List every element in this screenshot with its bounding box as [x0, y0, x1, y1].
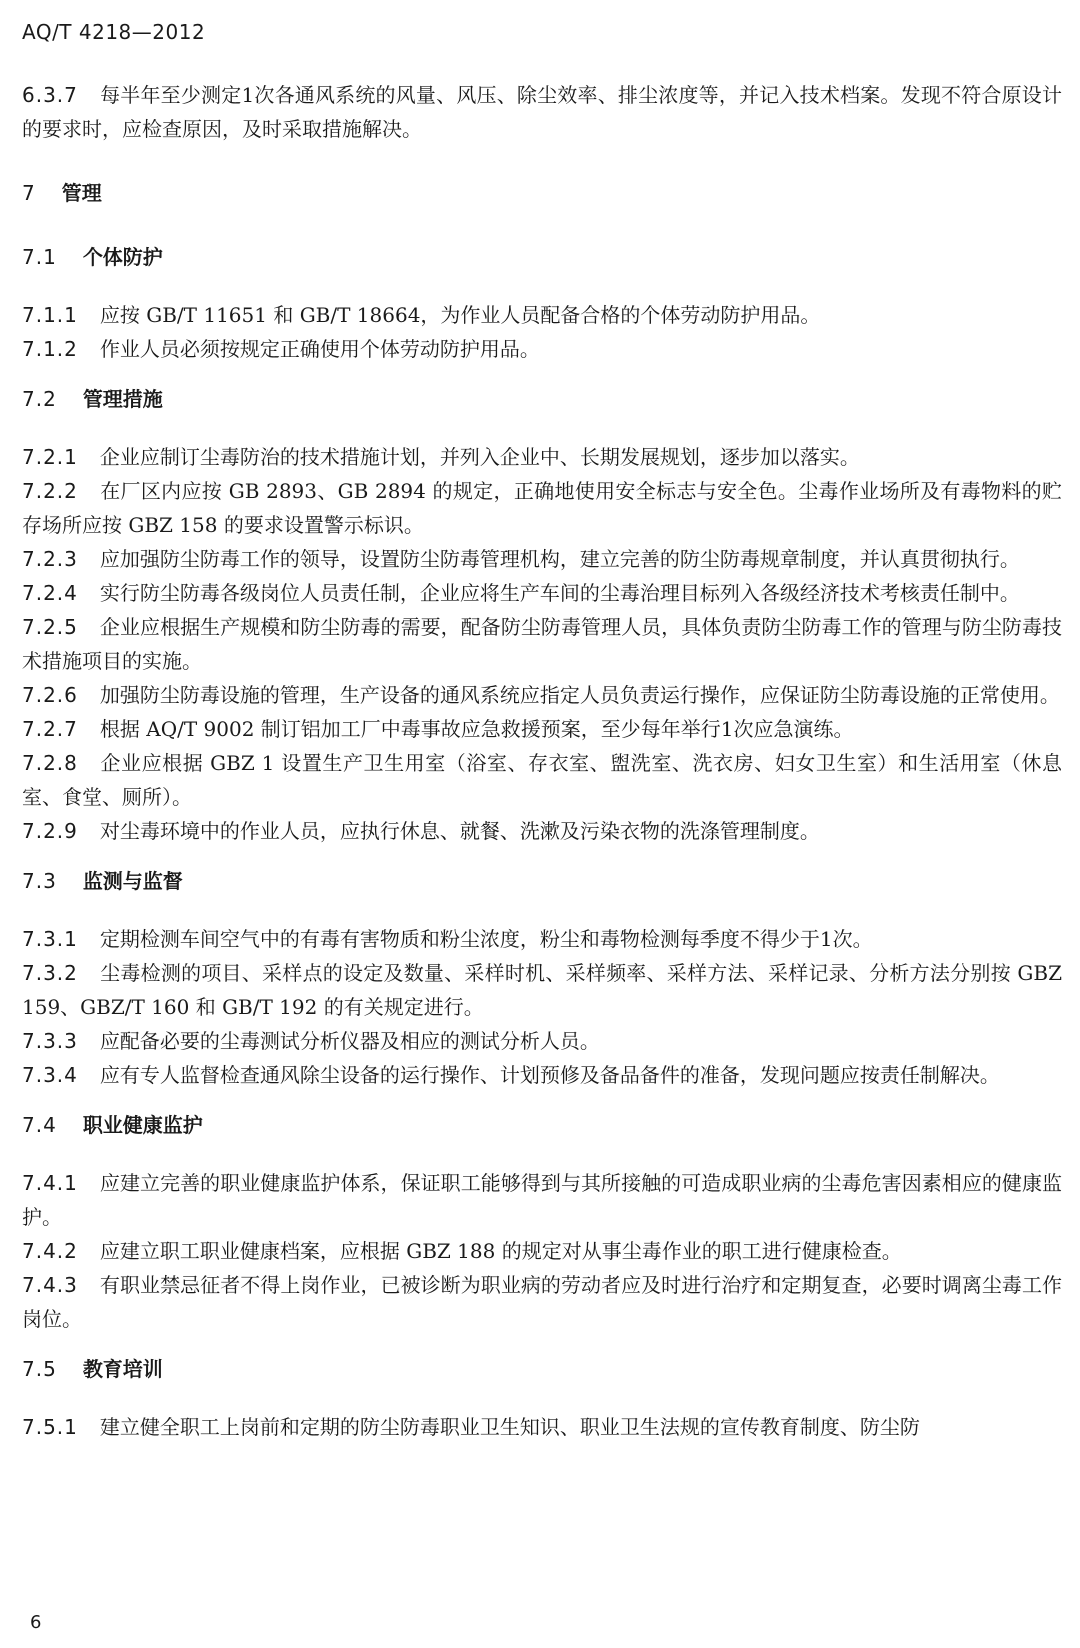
clause-number: 7.4.3: [22, 1273, 78, 1297]
clause-7-3-4: [22, 1058, 1062, 1092]
clause-number: 6.3.7: [22, 83, 78, 107]
clause-7-2-7: [22, 712, 1062, 746]
clause-number: 7.2.3: [22, 547, 78, 571]
clause-text: 应按 GB/T 11651 和 GB/T 18664，为作业人员配备合格的个体劳动防护用品。: [99, 303, 821, 327]
clause-7-2-3: [22, 542, 1062, 576]
clause-text: 每半年至少测定1次各通风系统的风量、风压、除尘效率、排尘浓度等，并记入技术档案。发现不符合原设计的要求时，应检查原因，及时采取措施解决。: [22, 83, 1062, 141]
clause-text: 加强防尘防毒设施的管理，生产设备的通风系统应指定人员负责运行操作，应保证防尘防毒设施的正常使用。: [99, 683, 1060, 707]
clause-number: 7.2.5: [22, 615, 78, 639]
clause-6-3-7: [22, 78, 1062, 146]
clause-text: 应建立完善的职业健康监护体系，保证职工能够得到与其所接触的可造成职业病的尘毒危害因素相应的健康监护。: [22, 1171, 1062, 1229]
clause-7-4-1: [22, 1166, 1062, 1234]
clause-7-1-1: [22, 298, 1062, 332]
heading-7-3: [22, 864, 1062, 898]
heading-number: 7: [22, 181, 36, 205]
clause-text: 应建立职工职业健康档案，应根据 GBZ 188 的规定对从事尘毒作业的职工进行健康检查。: [99, 1239, 902, 1263]
heading-number: 7.5: [22, 1357, 57, 1381]
clause-number: 7.3.2: [22, 961, 78, 985]
clause-7-4-2: [22, 1234, 1062, 1268]
clause-number: 7.2.8: [22, 751, 78, 775]
clause-7-1-2: [22, 332, 1062, 366]
clause-7-2-2: [22, 474, 1062, 542]
document-body: [22, 78, 1062, 1444]
clause-number: 7.4.1: [22, 1171, 78, 1195]
heading-title: 教育培训: [82, 1357, 163, 1381]
clause-text: 对尘毒环境中的作业人员，应执行休息、就餐、洗漱及污染衣物的洗涤管理制度。: [99, 819, 820, 843]
standard-code-header: AQ/T 4218—2012: [22, 20, 206, 44]
clause-number: 7.3.3: [22, 1029, 78, 1053]
clause-number: 7.2.7: [22, 717, 78, 741]
clause-7-5-1: [22, 1410, 1062, 1444]
clause-7-2-1: [22, 440, 1062, 474]
heading-title: 个体防护: [82, 245, 163, 269]
clause-7-2-4: [22, 576, 1062, 610]
clause-text: 有职业禁忌征者不得上岗作业，已被诊断为职业病的劳动者应及时进行治疗和定期复查，必要时调离尘毒工作岗位。: [22, 1273, 1062, 1331]
clause-text: 企业应制订尘毒防治的技术措施计划，并列入企业中、长期发展规划，逐步加以落实。: [99, 445, 860, 469]
clause-7-2-6: [22, 678, 1062, 712]
clause-text: 应有专人监督检查通风除尘设备的运行操作、计划预修及备品备件的准备，发现问题应按责任制解决。: [99, 1063, 1000, 1087]
clause-text: 定期检测车间空气中的有毒有害物质和粉尘浓度，粉尘和毒物检测每季度不得少于1次。: [99, 927, 873, 951]
clause-7-2-5: [22, 610, 1062, 678]
clause-7-3-2: [22, 956, 1062, 1024]
heading-title: 管理: [61, 181, 102, 205]
heading-title: 职业健康监护: [82, 1113, 203, 1137]
clause-number: 7.2.1: [22, 445, 78, 469]
clause-text: 应配备必要的尘毒测试分析仪器及相应的测试分析人员。: [99, 1029, 600, 1053]
clause-7-2-8: [22, 746, 1062, 814]
clause-number: 7.2.4: [22, 581, 78, 605]
clause-text: 企业应根据生产规模和防尘防毒的需要，配备防尘防毒管理人员，具体负责防尘防毒工作的管理与防尘防毒技术措施项目的实施。: [22, 615, 1062, 673]
clause-text: 建立健全职工上岗前和定期的防尘防毒职业卫生知识、职业卫生法规的宣传教育制度、防尘防: [99, 1415, 920, 1439]
heading-number: 7.1: [22, 245, 57, 269]
heading-7-4: [22, 1108, 1062, 1142]
page-number: 6: [30, 1612, 42, 1633]
heading-number: 7.2: [22, 387, 57, 411]
heading-title: 管理措施: [82, 387, 163, 411]
clause-text: 实行防尘防毒各级岗位人员责任制，企业应将生产车间的尘毒治理目标列入各级经济技术考核责任制中。: [99, 581, 1020, 605]
clause-number: 7.2.9: [22, 819, 78, 843]
clause-number: 7.2.2: [22, 479, 78, 503]
clause-7-3-1: [22, 922, 1062, 956]
heading-title: 监测与监督: [82, 869, 183, 893]
clause-number: 7.1.1: [22, 303, 78, 327]
heading-number: 7.3: [22, 869, 57, 893]
clause-text: 作业人员必须按规定正确使用个体劳动防护用品。: [99, 337, 540, 361]
heading-7-5: [22, 1352, 1062, 1386]
clause-number: 7.1.2: [22, 337, 78, 361]
clause-7-3-3: [22, 1024, 1062, 1058]
heading-number: 7.4: [22, 1113, 57, 1137]
clause-text: 根据 AQ/T 9002 制订铝加工厂中毒事故应急救援预案，至少每年举行1次应急演练。: [99, 717, 854, 741]
heading-7: [22, 176, 1062, 210]
clause-text: 在厂区内应按 GB 2893、GB 2894 的规定，正确地使用安全标志与安全色。尘毒作业场所及有毒物料的贮存场所应按 GBZ 158 的要求设置警示标识。: [22, 479, 1062, 537]
clause-text: 尘毒检测的项目、采样点的设定及数量、采样时机、采样频率、采样方法、采样记录、分析方法分别按 GBZ 159、GBZ/T 160 和 GB/T 192 的有关规定进行。: [22, 961, 1062, 1019]
clause-7-2-9: [22, 814, 1062, 848]
clause-number: 7.5.1: [22, 1415, 78, 1439]
clause-number: 7.4.2: [22, 1239, 78, 1263]
clause-number: 7.3.1: [22, 927, 78, 951]
clause-number: 7.3.4: [22, 1063, 78, 1087]
clause-7-4-3: [22, 1268, 1062, 1336]
heading-7-2: [22, 382, 1062, 416]
clause-number: 7.2.6: [22, 683, 78, 707]
clause-text: 企业应根据 GBZ 1 设置生产卫生用室（浴室、存衣室、盥洗室、洗衣房、妇女卫生室）和生活用室（休息室、食堂、厕所）。: [22, 751, 1062, 809]
heading-7-1: [22, 240, 1062, 274]
clause-text: 应加强防尘防毒工作的领导，设置防尘防毒管理机构，建立完善的防尘防毒规章制度，并认真贯彻执行。: [99, 547, 1020, 571]
